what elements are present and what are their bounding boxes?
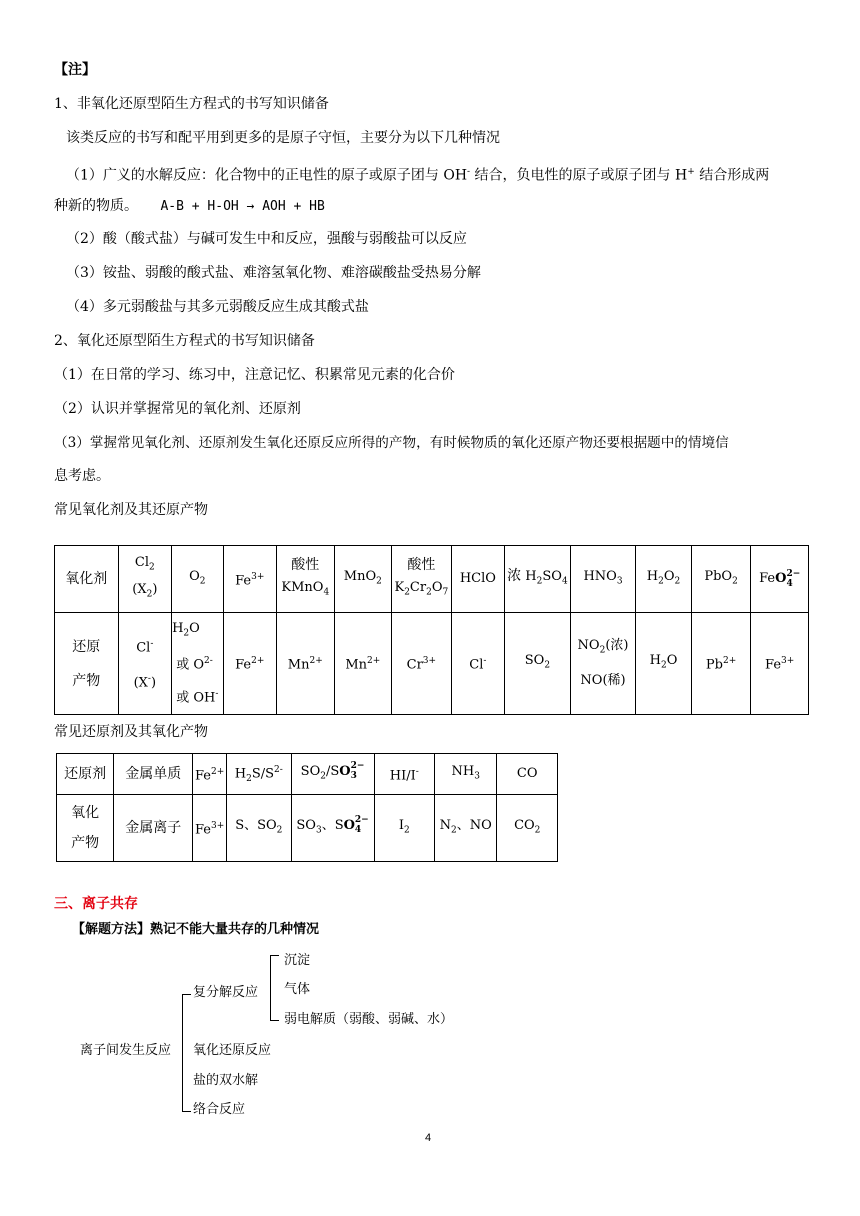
tree-root: 离子间发生反应 — [80, 1043, 172, 1058]
reductant-metal: 金属单质 — [114, 754, 193, 795]
oxidant-h2o2: $H_2O_2$ — [636, 546, 692, 613]
tree-sub3: 弱电解质（弱酸、弱碱、水） — [284, 1012, 454, 1027]
product-mn2-b: $Mn^{2+}$ — [334, 613, 392, 715]
product-no: $NO_2$(浓) NO(稀) — [570, 613, 636, 715]
oxidant-row-label: 氧化剂 — [55, 546, 119, 613]
tree-sub2: 气体 — [284, 982, 311, 997]
product-fe2: $Fe^{2+}$ — [223, 613, 276, 715]
product-label-2: 产物 — [72, 672, 101, 689]
oxidant-feo4: FeO2− 4 — [751, 546, 809, 613]
sec2-item3-line2: 息考虑。 — [54, 468, 110, 484]
item1-text-c: 结合形成两 — [694, 167, 770, 184]
page-number: 4 — [425, 1132, 432, 1144]
item1-text-a: （1）广义的水解反应：化合物中的正电性的原子或原子团与 OH — [66, 167, 468, 184]
sec1-intro: 该类反应的书写和配平用到更多的是原子守恒，主要分为以下几种情况 — [66, 130, 500, 146]
hydrolysis-equation: A-B + H-OH → AOH + HB — [160, 199, 325, 214]
oxidant-fe3: $Fe^{3+}$ — [223, 546, 276, 613]
table1-caption: 常见氧化剂及其还原产物 — [54, 502, 208, 518]
sec3-method: 【解题方法】熟记不能大量共存的几种情况 — [72, 922, 320, 937]
product-label-1: 还原 — [72, 638, 101, 655]
sec2-item3: （3）掌握常见氧化剂、还原剂发生氧化还原反应所得的产物，有时候物质的氧化还原产物还要根据题中的情境信 — [54, 435, 729, 451]
ox-product-label-1: 氧化 — [71, 805, 100, 821]
ox-product-s: S、$SO_2$ — [227, 795, 292, 862]
table-row — [57, 795, 558, 862]
oxidant-mno2: MnO$_2$ — [334, 546, 392, 613]
note-header: 【注】 — [54, 62, 96, 78]
oxidant-table — [54, 545, 809, 715]
oxidant-pbo2: PbO$_2$ — [691, 546, 751, 613]
product-fe3: $Fe^{3+}$ — [751, 613, 809, 715]
sec2-item1: （1）在日常的学习、练习中，注意记忆、积累常见元素的化合价 — [54, 367, 455, 383]
item1-sup-b: + — [687, 167, 695, 177]
reductant-hi: HI/I- — [374, 754, 434, 795]
reductant-so2: $SO_2/SO2-$ 3 — [291, 754, 374, 795]
sec1-item3: （3）铵盐、弱酸的酸式盐、难溶氢氧化物、难溶碳酸盐受热易分解 — [66, 265, 481, 281]
product-mn2-a: $Mn^{2+}$ — [277, 613, 335, 715]
sec3-title: 三、离子共存 — [54, 896, 138, 912]
sec1-item1-line2 — [54, 196, 325, 217]
sec1-item2: （2）酸（酸式盐）与碱可发生中和反应，强酸与弱酸盐可以反应 — [66, 231, 467, 247]
reductant-h2s: $H_2S/S^{2-}$ — [227, 754, 292, 795]
product-h2o: $H_2O$ 或 $O^{2-}$ 或 OH- — [172, 613, 223, 715]
tree-branch3: 盐的双水解 — [193, 1073, 259, 1088]
sec1-title: 1、非氧化还原型陌生方程式的书写知识储备 — [54, 96, 329, 112]
oxidant-cl2: $Cl_2$ $(X_2)$ — [118, 546, 171, 613]
product-cl: Cl- (X-) — [118, 613, 171, 715]
oxidant-hclo: HClO — [451, 546, 504, 613]
item1-line2-text: 种新的物质。 — [54, 198, 138, 214]
item1-sup-a: - — [467, 167, 471, 177]
table-row — [55, 613, 809, 715]
ox-product-n2: $N_2$、NO — [434, 795, 496, 862]
ox-product-label-2: 产物 — [71, 835, 100, 851]
ox-product-co2: $CO_2$ — [497, 795, 558, 862]
oxidant-kmno4: 酸性 KMnO$_4$ — [277, 546, 335, 613]
tree-sub1: 沉淀 — [284, 953, 311, 968]
tree-branch2: 氧化还原反应 — [193, 1043, 272, 1058]
ox-product-metal-ion: 金属离子 — [114, 795, 193, 862]
tree-bracket-sub — [270, 955, 279, 1021]
tree-branch4: 络合反应 — [193, 1102, 246, 1117]
item1-text-b: 结合，负电性的原子或原子团与 H — [470, 167, 688, 184]
table-row — [55, 546, 809, 613]
sec2-title: 2、氧化还原型陌生方程式的书写知识储备 — [54, 333, 315, 349]
product-cr3: $Cr^{3+}$ — [392, 613, 452, 715]
oxidant-h2so4: 浓 $H_2SO_4$ — [505, 546, 571, 613]
sec2-item2: （2）认识并掌握常见的氧化剂、还原剂 — [54, 401, 301, 417]
ox-product-i2: $I_2$ — [374, 795, 434, 862]
oxidant-hno3: $HNO_3$ — [570, 546, 636, 613]
product-row-label — [55, 613, 119, 715]
table2-caption: 常见还原剂及其氧化产物 — [54, 724, 208, 740]
sec1-item4: （4）多元弱酸盐与其多元弱酸反应生成其酸式盐 — [66, 299, 369, 315]
product-h2o-b: $H_2O$ — [636, 613, 692, 715]
reductant-table — [56, 753, 558, 862]
table-row — [57, 754, 558, 795]
reductant-co: CO — [497, 754, 558, 795]
product-so2: $SO_2$ — [505, 613, 571, 715]
ox-product-row-label — [57, 795, 114, 862]
tree-branch1: 复分解反应 — [193, 985, 259, 1000]
product-cl-b: Cl- — [451, 613, 504, 715]
oxidant-o2: $O_2$ — [172, 546, 223, 613]
sec1-item1 — [66, 162, 769, 186]
reductant-nh3: $NH_3$ — [434, 754, 496, 795]
oxidant-k2cr2o7: 酸性 $K_2Cr_2O_7$ — [392, 546, 452, 613]
ox-product-fe3: $Fe^{3+}$ — [193, 795, 227, 862]
product-pb2: $Pb^{2+}$ — [691, 613, 751, 715]
reductant-row-label: 还原剂 — [57, 754, 114, 795]
reductant-fe2: $Fe^{2+}$ — [193, 754, 227, 795]
tree-bracket-main — [182, 994, 191, 1112]
ox-product-so3: $SO_3$、SO2− 4 — [291, 795, 374, 862]
